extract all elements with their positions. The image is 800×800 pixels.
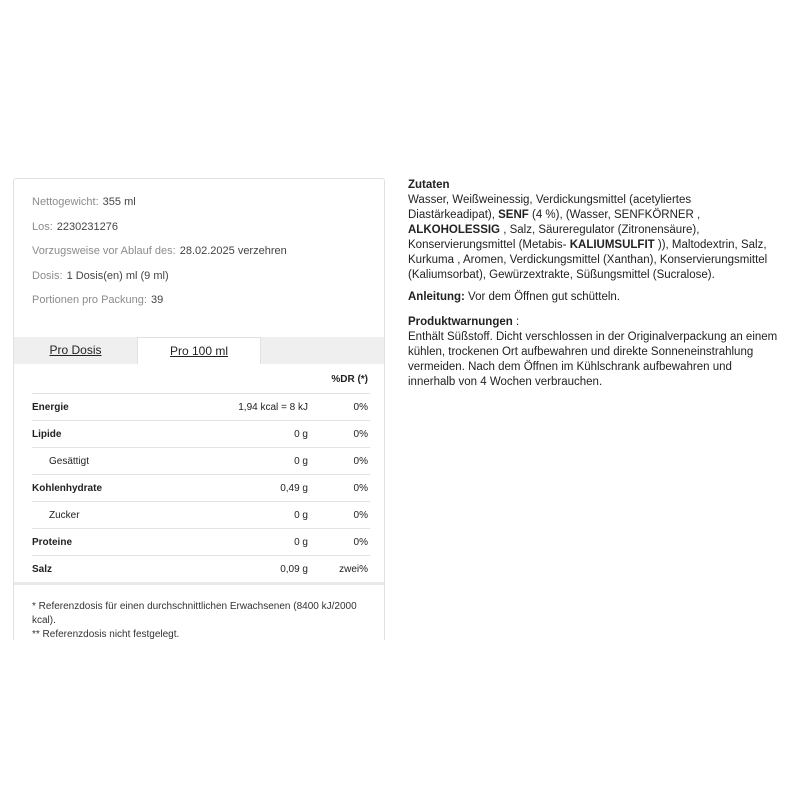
nutrition-panel: [13, 178, 385, 640]
nutrient-pct: 0%: [353, 429, 368, 440]
warnings-text: Enthält Süßstoff. Dicht verschlossen in der Originalverpackung an einem kühlen, trockenen Ort aufbewahren und direkte Sonneneinstrahlung vermeiden. Nach dem Öffnen im Kühlschrank aufbewahren und innerhalb von 4 Wochen verbrauchen.: [408, 331, 778, 388]
warnings-heading-line: [408, 315, 778, 330]
nutrient-name: Kohlenhydrate: [32, 483, 103, 494]
nutrient-value: 0,09 g: [280, 564, 308, 575]
tabs-bar: [14, 337, 384, 364]
ingredients-part: (4 %), (Wasser, SENFKÖRNER ,: [528, 209, 701, 221]
nutrient-pct: 0%: [353, 402, 368, 413]
table-row: [32, 555, 370, 582]
tab-pro-dosis[interactable]: Pro Dosis: [49, 343, 102, 357]
best-before-row: [32, 244, 287, 269]
instructions-label: Anleitung:: [408, 291, 465, 303]
table-row: [32, 528, 370, 555]
allergen-highlight: KALIUMSULFIT: [569, 239, 655, 251]
footnotes: [32, 600, 372, 642]
nutrient-name: Zucker: [49, 510, 80, 521]
ingredients-part: Wasser, Weißweinessig, Verdickungsmittel (acetyliertes Diastärkeadipat),: [408, 194, 692, 221]
nutrient-name: Gesättigt: [49, 456, 90, 467]
ingredients-part: )), Maltodextrin, Salz, Kurkuma , Aromen, Verdickungsmittel (Xanthan), Konservierungsmittel (Kaliumsorbat), Gewürzextrakte, Süßungsmittel (Sucralose).: [408, 239, 768, 281]
nutrition-table: [32, 365, 370, 582]
warnings-heading: Produktwarnungen: [408, 316, 513, 328]
nutrient-value: 0 g: [294, 537, 308, 548]
footnote-reference-dose: * Referenzdosis für einen durchschnittlichen Erwachsenen (8400 kJ/2000 kcal).: [32, 601, 357, 626]
table-row: [32, 420, 370, 447]
table-row: [32, 393, 370, 420]
nutrition-header: [32, 365, 370, 393]
lot-label: Los:: [32, 220, 53, 233]
portions-value: 39: [150, 294, 164, 306]
instructions-text: Vor dem Öffnen gut schütteln.: [464, 291, 620, 303]
lot-row: [32, 220, 287, 245]
ingredients-text: [408, 193, 778, 283]
table-row: [32, 501, 370, 528]
product-meta: [32, 195, 287, 318]
net-weight-value: 355 ml: [102, 196, 136, 208]
nutrient-name: Proteine: [32, 537, 73, 548]
net-weight-label: Nettogewicht:: [32, 196, 99, 208]
dr-column-header: %DR (*): [331, 374, 368, 385]
portions-label: Portionen pro Packung:: [32, 294, 147, 306]
nutrient-value: 0 g: [294, 510, 308, 521]
tab-pro-100-ml[interactable]: Pro 100 ml: [137, 337, 261, 364]
portions-row: [32, 293, 287, 318]
dose-value: 1 Dosis(en) ml (9 ml): [66, 269, 169, 282]
nutrient-name: Energie: [32, 402, 69, 413]
nutrient-name: Lipide: [32, 429, 62, 440]
nutrient-pct: 0%: [353, 510, 368, 521]
dose-label: Dosis:: [32, 269, 63, 282]
ingredients-part: , Salz, Säureregulator (Zitronensäure), Konservierungsmittel (Metabis-: [408, 224, 700, 251]
allergen-highlight: ALKOHOLESSIG: [408, 224, 501, 236]
table-divider: [14, 582, 384, 585]
best-before-label: Vorzugsweise vor Ablauf des:: [32, 245, 176, 257]
ingredients-heading: Zutaten: [408, 179, 450, 191]
nutrient-value: 0,49 g: [280, 483, 308, 494]
nutrient-value: 1,94 kcal = 8 kJ: [238, 402, 308, 413]
nutrient-value: 0 g: [294, 456, 308, 467]
net-weight-row: [32, 195, 287, 220]
instructions: [408, 290, 778, 305]
nutrient-pct: 0%: [353, 456, 368, 467]
best-before-value: 28.02.2025 verzehren: [179, 245, 287, 257]
nutrient-pct: zwei%: [339, 564, 368, 575]
table-row: [32, 447, 370, 474]
nutrient-pct: 0%: [353, 483, 368, 494]
nutrient-value: 0 g: [294, 429, 308, 440]
lot-value: 2230231276: [56, 220, 118, 233]
nutrient-pct: 0%: [353, 537, 368, 548]
footnote-not-defined: ** Referenzdosis nicht festgelegt.: [32, 629, 180, 640]
table-row: [32, 474, 370, 501]
nutrient-name: Salz: [32, 564, 53, 575]
dose-row: [32, 269, 287, 294]
allergen-highlight: SENF: [498, 209, 529, 221]
warnings-colon: :: [512, 316, 520, 328]
product-info: [408, 178, 778, 390]
